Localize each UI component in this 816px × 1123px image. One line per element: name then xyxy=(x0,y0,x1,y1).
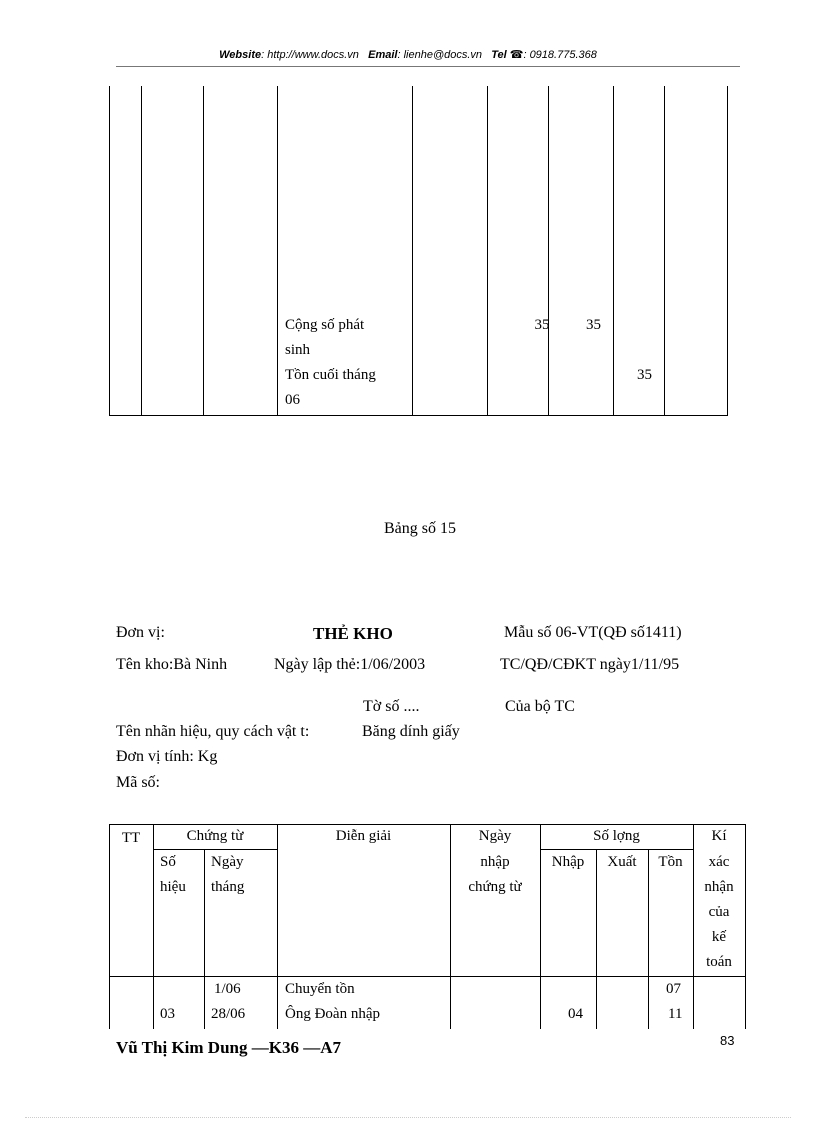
xuat-cell: 35 xyxy=(586,317,601,333)
header-so-hieu: Số xyxy=(160,854,176,870)
header-ngay-thang: Ngày xyxy=(211,854,244,870)
header-xuat: Xuất xyxy=(607,854,637,870)
table-caption: Bảng số 15 xyxy=(384,520,456,537)
ten-kho: Tên kho:Bà Ninh xyxy=(116,656,228,673)
table-border xyxy=(648,849,649,1029)
ngay-cell: 1/06 xyxy=(214,981,241,997)
to-so: Tờ số .... xyxy=(363,698,420,715)
table-border xyxy=(109,86,110,416)
table-border xyxy=(277,86,278,416)
header-dien-giai: Diễn giải xyxy=(335,828,392,844)
header-ki-xac-nhan: Kí xyxy=(711,828,727,844)
tel-label: Tel xyxy=(491,49,507,61)
website-label: Website xyxy=(219,49,262,61)
desc-cell: Tồn cuối tháng xyxy=(285,367,376,383)
header-so-luong: Số lợng xyxy=(593,828,640,844)
header-ki-xac-nhan: nhận xyxy=(704,879,734,895)
table-border xyxy=(548,86,549,416)
nhap-cell: 04 xyxy=(568,1006,583,1022)
email-value: : lienhe@docs.vn xyxy=(397,49,483,61)
table-border xyxy=(203,86,204,416)
table-border xyxy=(109,415,728,416)
desc-cell: sinh xyxy=(285,342,311,358)
header-tt: TT xyxy=(121,830,141,846)
don-vi-label: Đơn vị: xyxy=(116,624,165,641)
ten-nhan-hieu-value: Băng dính giấy xyxy=(362,723,460,740)
dien-giai-cell: Chuyển tồn xyxy=(285,981,355,997)
ngay-lap-the: Ngày lập thẻ:1/06/2003 xyxy=(274,656,426,673)
document-title: THẺ KHO xyxy=(313,624,393,643)
table-border xyxy=(141,86,142,416)
header-rule xyxy=(116,66,740,67)
header-chung-tu: Chứng từ xyxy=(186,828,244,844)
table-border xyxy=(487,86,488,416)
desc-cell: 06 xyxy=(285,392,300,408)
table-border xyxy=(664,86,665,416)
ngay-cell: 28/06 xyxy=(211,1006,246,1022)
table-border xyxy=(109,824,110,1029)
tc-qd: TC/QĐ/CĐKT ngày1/11/95 xyxy=(500,656,680,673)
header-ngay-nhap: Ngày xyxy=(478,828,512,844)
ma-so: Mã số: xyxy=(116,774,160,791)
ten-nhan-hieu-label: Tên nhãn hiệu, quy cách vật t: xyxy=(116,723,310,740)
phone-icon: ☎ xyxy=(509,49,524,61)
header-ngay-nhap: chứng từ xyxy=(468,879,522,895)
table-border xyxy=(153,824,154,1029)
page-number: 83 xyxy=(720,1033,735,1048)
don-vi-tinh: Đơn vị tính: Kg xyxy=(116,748,218,765)
ton-cell: 07 xyxy=(666,981,681,997)
header-ngay-thang: tháng xyxy=(211,879,245,895)
table-border xyxy=(412,86,413,416)
author-footer: Vũ Thị Kim Dung —K36 —A7 xyxy=(116,1038,341,1057)
page-header xyxy=(0,48,816,61)
dien-giai-cell: Ông Đoàn nhập xyxy=(285,1006,380,1022)
table-border xyxy=(596,849,597,1029)
page-bottom-border xyxy=(25,1117,791,1118)
header-ki-xac-nhan: xác xyxy=(708,854,730,870)
cua-bo-tc: Của bộ TC xyxy=(505,698,575,715)
table-border xyxy=(745,824,746,1029)
header-so-hieu: hiệu xyxy=(160,879,186,895)
table-border xyxy=(727,86,728,416)
header-nhap: Nhập xyxy=(551,854,585,870)
header-ki-xac-nhan: kế xyxy=(711,929,727,945)
table-border xyxy=(204,849,205,1029)
ton-cell: 35 xyxy=(637,367,652,383)
header-ngay-nhap: nhập xyxy=(480,854,510,870)
header-ki-xac-nhan: toán xyxy=(706,954,732,970)
mau-so: Mẫu số 06-VT(QĐ số1411) xyxy=(504,624,682,641)
email-label: Email xyxy=(368,49,398,61)
tel-value: : 0918.775.368 xyxy=(523,49,597,61)
website-value: : http://www.docs.vn xyxy=(261,49,359,61)
ton-cell: 11 xyxy=(668,1006,683,1022)
header-ton: Tồn xyxy=(658,854,683,870)
table-border xyxy=(613,86,614,416)
table-border xyxy=(277,824,278,1029)
so-hieu-cell: 03 xyxy=(160,1006,175,1022)
nhap-cell: 35 xyxy=(534,317,550,333)
header-ki-xac-nhan: của xyxy=(708,904,730,920)
desc-cell: Cộng số phát xyxy=(285,317,365,333)
